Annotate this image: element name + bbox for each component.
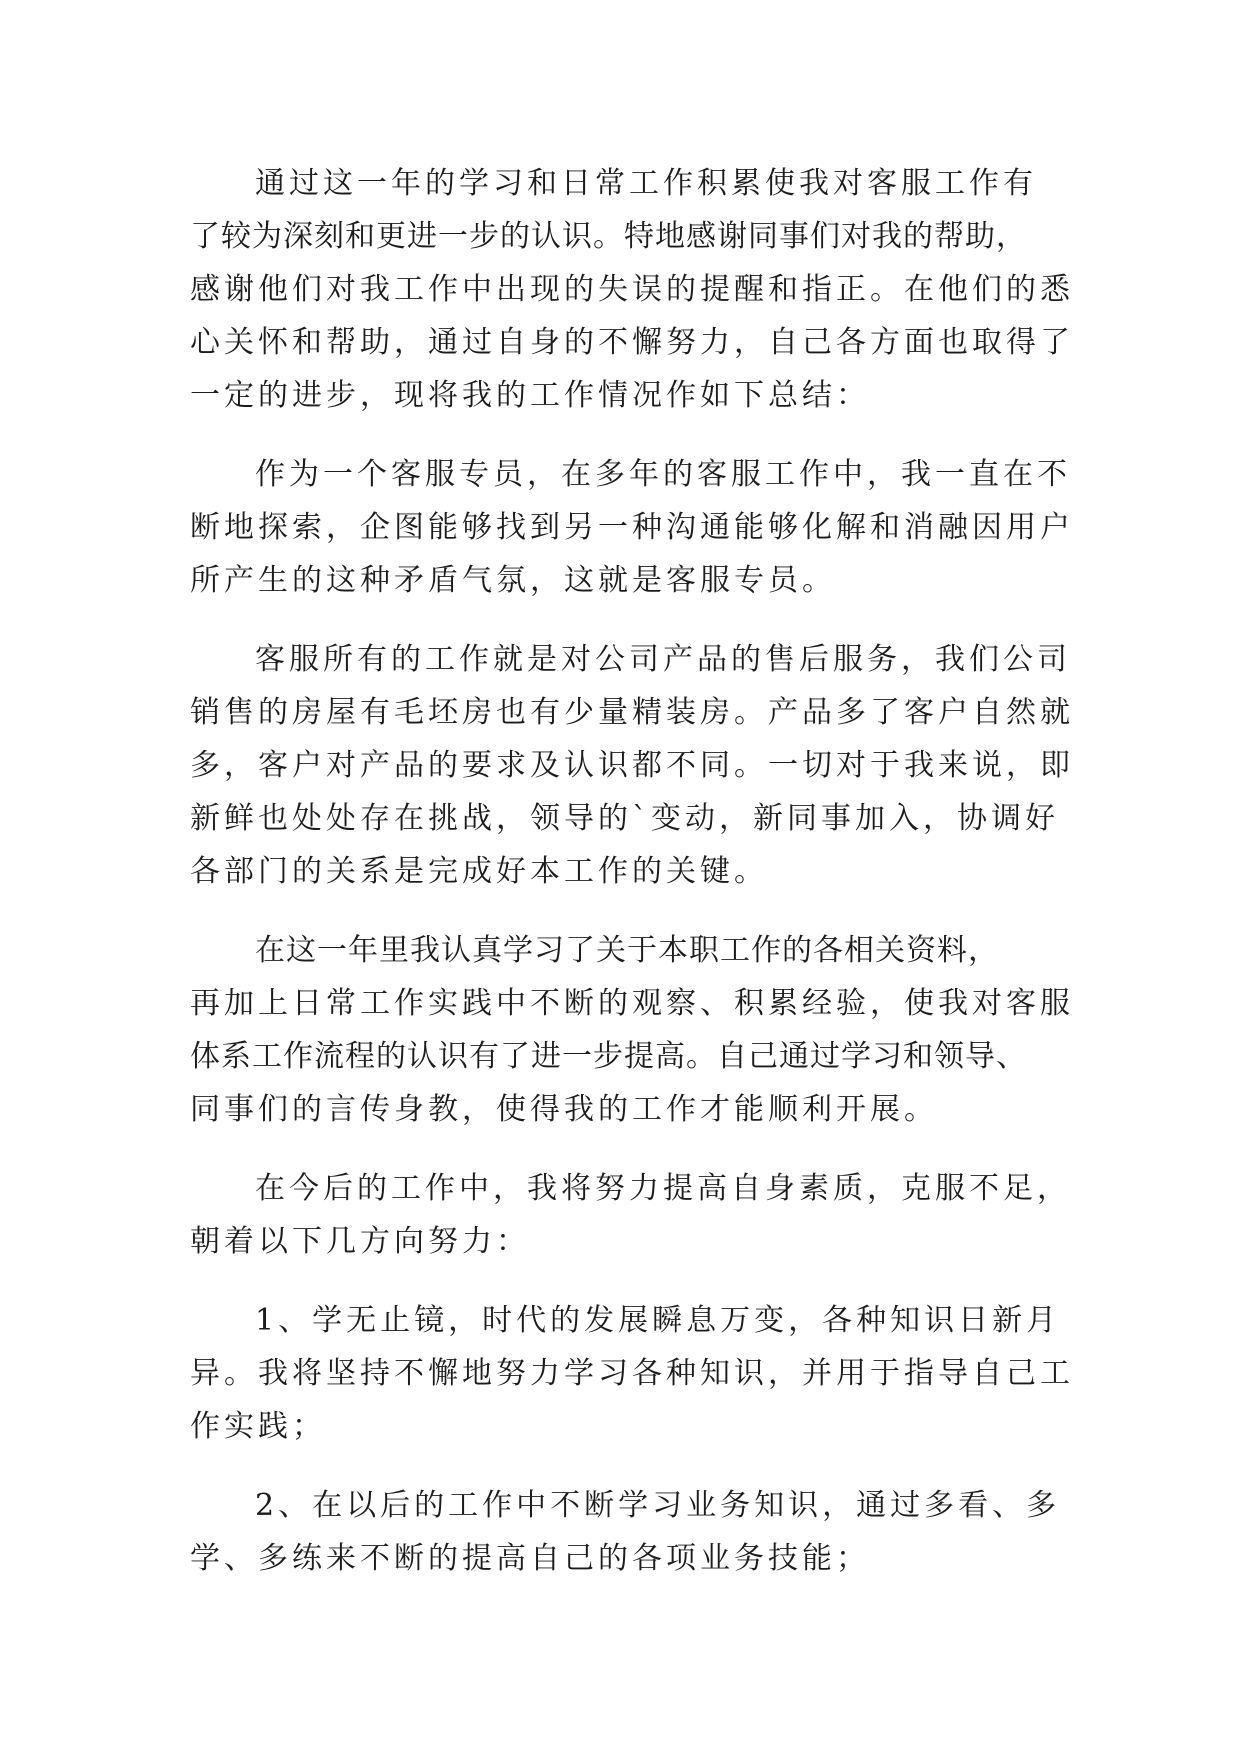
text-line: 心关怀和帮助，通过自身的不懈努力，自己各方面也取得了 [190,325,1074,360]
text-line: 朝着以下几方向努力： [190,1224,530,1259]
text-line: 了较为深刻和更进一步的认识。特地感谢同事们对我的帮助， [190,219,1027,254]
text-line: 通过这一年的学习和日常工作积累使我对客服工作有 [255,166,1037,201]
text-line: 客服所有的工作就是对公司产品的售后服务，我们公司 [255,642,1071,677]
text-line: 新鲜也处处存在挑战，领导的`变动，新同事加入，协调好 [190,801,1059,836]
text-line: 一定的进步，现将我的工作情况作如下总结： [190,378,870,413]
text-line: 再加上日常工作实践中不断的观察、积累经验，使我对客服 [190,986,1074,1021]
text-line: 在今后的工作中，我将努力提高自身素质，克服不足， [255,1171,1071,1206]
text-line: 感谢他们对我工作中出现的失误的提醒和指正。在他们的悉 [190,272,1074,307]
text-line: 异。我将坚持不懈地努力学习各种知识，并用于指导自己工 [190,1356,1074,1391]
text-line: 在这一年里我认真学习了关于本职工作的各相关资料， [255,933,999,968]
text-line: 多，客户对产品的要求及认识都不同。一切对于我来说，即 [190,748,1074,783]
text-line: 作实践； [190,1409,326,1444]
list-item-1: 1、学无止镜，时代的发展瞬息万变，各种知识日新月 [255,1303,1061,1338]
text-line: 同事们的言传身教，使得我的工作才能顺利开展。 [190,1092,938,1127]
text-line: 各部门的关系是完成好本工作的关键。 [190,854,768,889]
text-line: 销售的房屋有毛坯房也有少量精装房。产品多了客户自然就 [190,695,1074,730]
text-line: 学、多练来不断的提高自己的各项业务技能； [190,1541,870,1576]
text-line: 断地探索，企图能够找到另一种沟通能够化解和消融因用户 [190,510,1074,545]
text-line: 所产生的这种矛盾气氛，这就是客服专员。 [190,563,836,598]
text-line: 作为一个客服专员，在多年的客服工作中，我一直在不 [255,457,1071,492]
text-line: 体系工作流程的认识有了进一步提高。自己通过学习和领导、 [190,1039,1027,1074]
list-item-2: 2、在以后的工作中不断学习业务知识，通过多看、多 [255,1488,1061,1523]
